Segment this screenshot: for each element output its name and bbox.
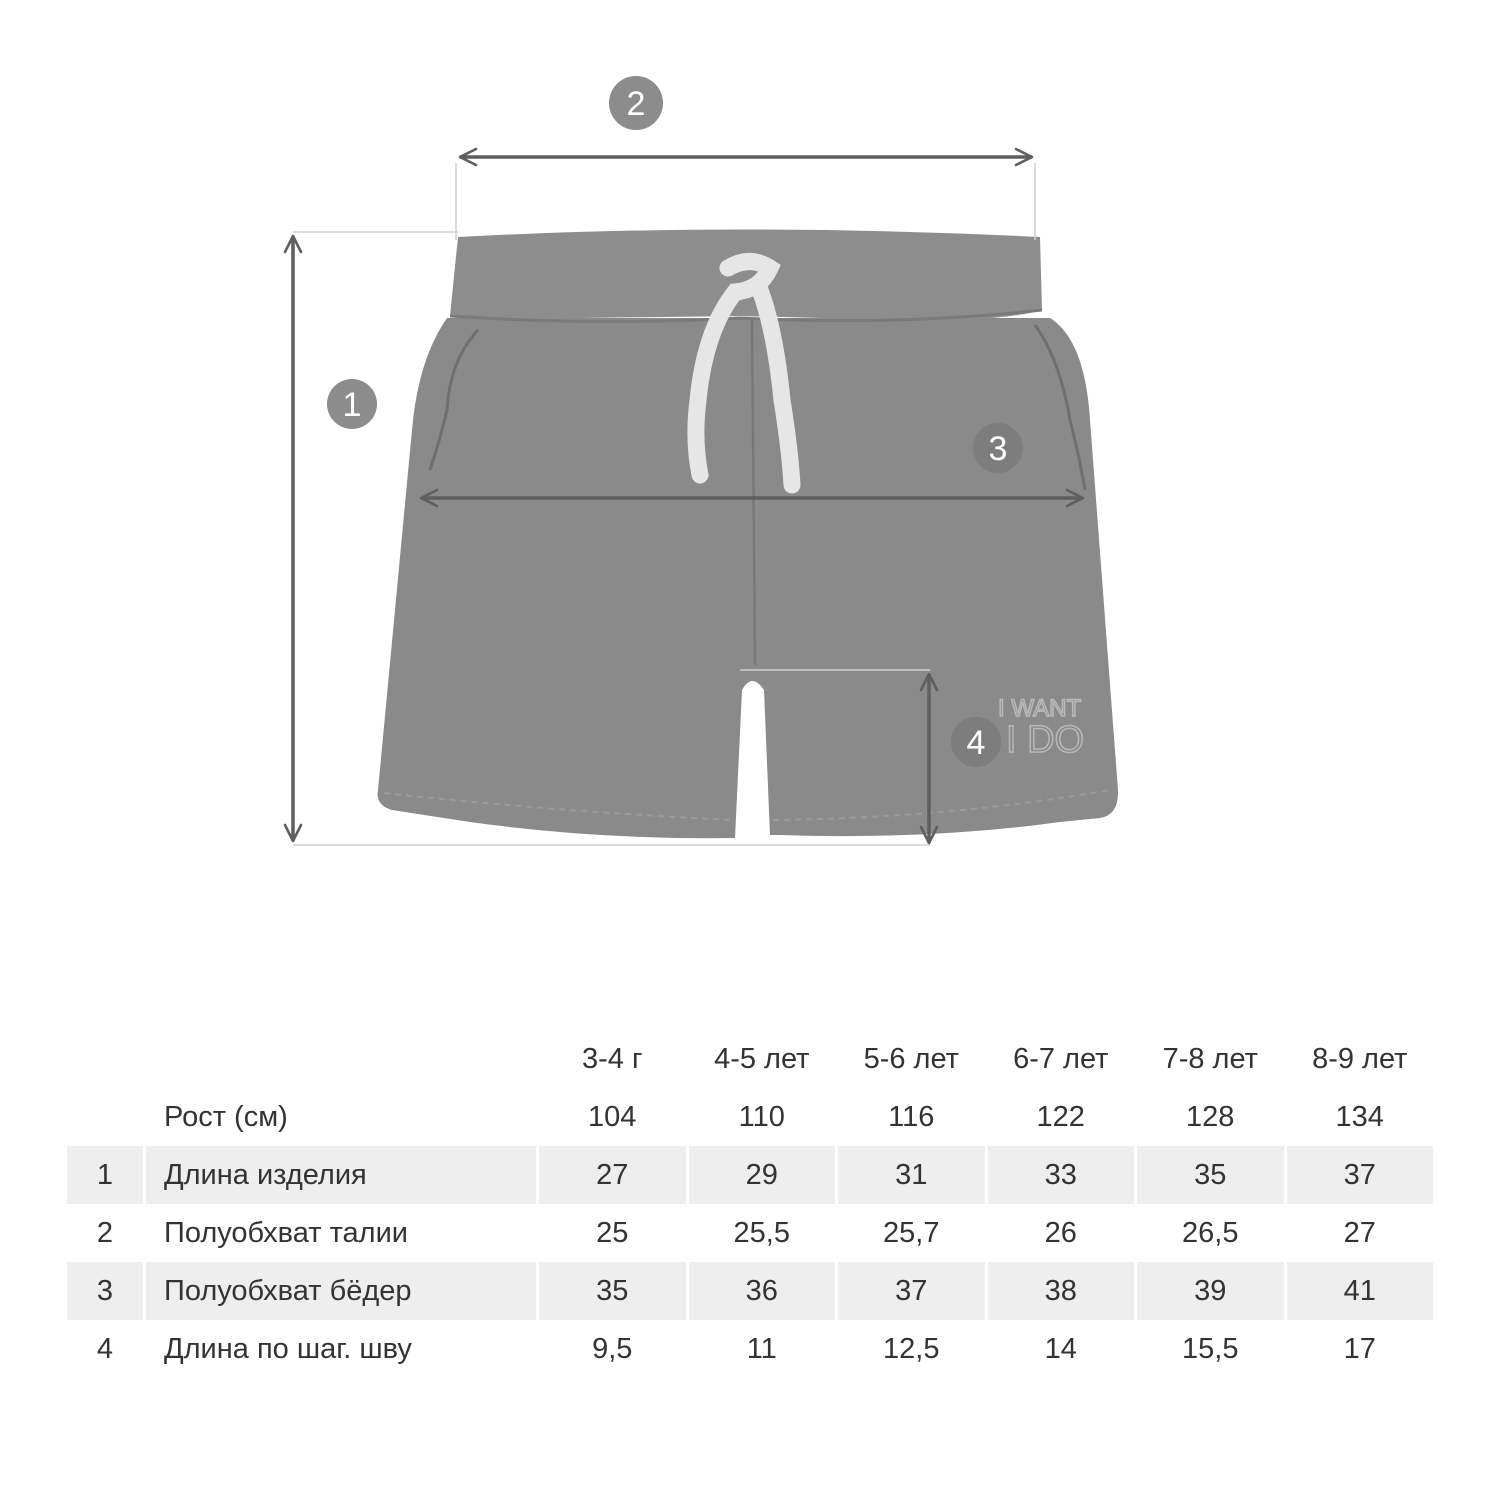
table-cell: 25,7 — [883, 1216, 940, 1249]
table-cell: 110 — [738, 1100, 785, 1133]
table-cell: 41 — [1287, 1262, 1434, 1320]
table-cell: 17 — [1343, 1332, 1376, 1365]
table-cell: 26 — [1044, 1216, 1077, 1249]
size-header: 5-6 лет — [863, 1042, 959, 1075]
badge-2 — [609, 76, 663, 130]
table-cell: 39 — [1137, 1262, 1284, 1320]
svg-text:3: 3 — [988, 430, 1008, 468]
size-header: 8-9 лет — [1312, 1042, 1408, 1075]
table-cell: 12,5 — [883, 1332, 940, 1365]
table-cell: 11 — [746, 1332, 777, 1365]
row-number — [67, 1088, 143, 1146]
table-cell: 38 — [988, 1262, 1135, 1320]
svg-text:1: 1 — [342, 386, 362, 424]
table-cell: 31 — [838, 1146, 985, 1204]
table-cell: 29 — [689, 1146, 836, 1204]
badge-3 — [973, 423, 1023, 473]
table-cell: 26,5 — [1182, 1216, 1239, 1249]
waistband — [450, 230, 1042, 321]
table-cell: 134 — [1335, 1100, 1384, 1133]
table-cell: 9,5 — [592, 1332, 633, 1365]
table-cell: 37 — [838, 1262, 985, 1320]
row-number: 1 — [67, 1146, 143, 1204]
table-row — [67, 1146, 1433, 1204]
table-row — [67, 1204, 1433, 1262]
table-cell: 36 — [689, 1262, 836, 1320]
size-header: 4-5 лет — [714, 1042, 810, 1075]
row-label: Длина изделия — [146, 1146, 536, 1204]
table-cell: 14 — [1044, 1332, 1077, 1365]
row-label: Длина по шаг. шву — [164, 1332, 412, 1365]
svg-text:4: 4 — [966, 724, 986, 762]
header-empty — [67, 1030, 143, 1088]
size-header: 7-8 лет — [1162, 1042, 1258, 1075]
table-row — [67, 1262, 1433, 1320]
brand-logo — [998, 695, 1084, 761]
table-cell: 27 — [1343, 1216, 1376, 1249]
table-cell: 104 — [588, 1100, 637, 1133]
table-cell: 33 — [988, 1146, 1135, 1204]
size-header: 3-4 г — [581, 1042, 643, 1075]
row-label: Полуобхват талии — [164, 1216, 408, 1249]
table-cell: 25 — [596, 1216, 629, 1249]
size-table — [64, 1030, 1436, 1378]
table-cell: 116 — [888, 1100, 935, 1133]
height-row — [67, 1088, 1433, 1146]
table-cell: 27 — [539, 1146, 686, 1204]
table-cell: 37 — [1287, 1146, 1434, 1204]
row-number: 4 — [96, 1332, 114, 1365]
table-cell: 35 — [539, 1262, 686, 1320]
size-header: 6-7 лет — [1013, 1042, 1109, 1075]
badge-1 — [327, 379, 377, 429]
header-empty — [146, 1030, 536, 1088]
svg-text:2: 2 — [626, 85, 646, 123]
table-row — [67, 1320, 1433, 1378]
table-cell: 128 — [1186, 1100, 1235, 1133]
table-cell: 15,5 — [1182, 1332, 1239, 1365]
row-number: 3 — [67, 1262, 143, 1320]
badge-4 — [951, 717, 1001, 767]
row-label: Полуобхват бёдер — [146, 1262, 536, 1320]
size-header-row — [67, 1030, 1433, 1088]
table-cell: 25,5 — [733, 1216, 790, 1249]
table-cell: 35 — [1137, 1146, 1284, 1204]
row-label: Рост (см) — [164, 1100, 288, 1133]
svg-text:I DO: I DO — [1006, 719, 1085, 761]
row-number: 2 — [96, 1216, 114, 1249]
table-cell: 122 — [1036, 1100, 1085, 1133]
svg-text:I WANT: I WANT — [998, 695, 1082, 722]
